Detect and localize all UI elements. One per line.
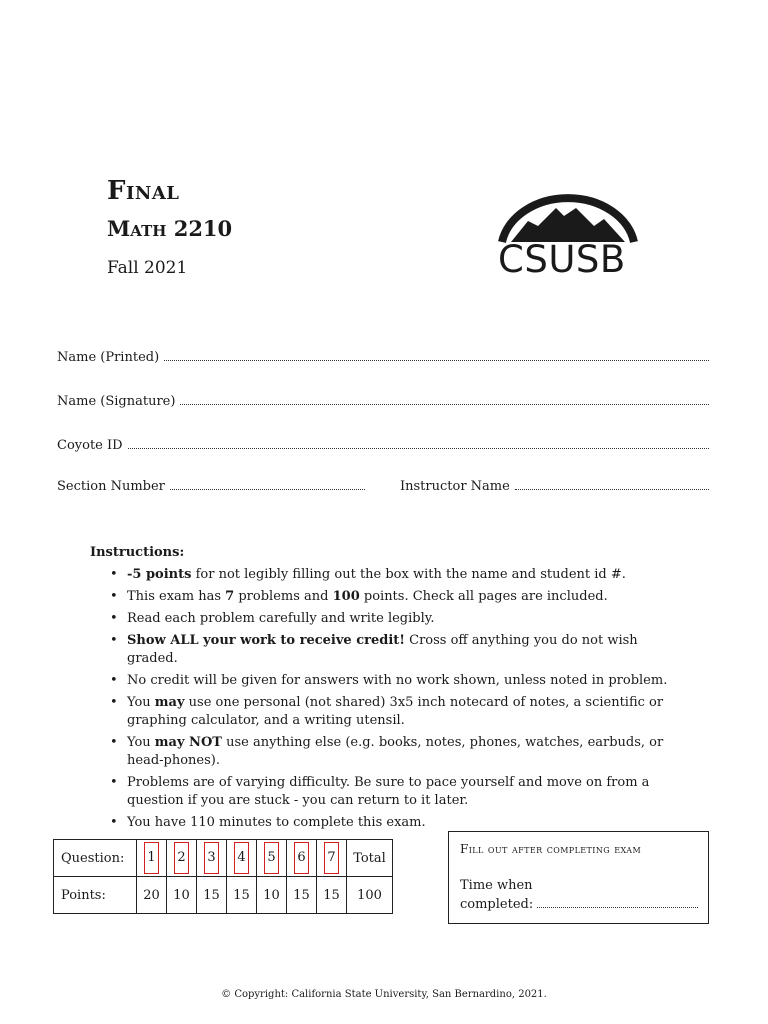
instructor-name-field[interactable] — [400, 477, 709, 494]
points-cell: 15 — [287, 877, 317, 914]
name-printed-field[interactable] — [57, 348, 709, 365]
points-cell: 10 — [257, 877, 287, 914]
instruction-item: • No credit will be given for answers with no work shown, unless noted in problem. — [108, 672, 688, 690]
instructor-name-label: Instructor Name — [400, 479, 510, 494]
points-cell: 15 — [197, 877, 227, 914]
question-number: 4 — [234, 842, 248, 874]
total-points: 100 — [347, 877, 393, 914]
name-printed-label: Name (Printed) — [57, 350, 160, 365]
instructions-list — [108, 566, 688, 836]
question-number: 3 — [204, 842, 218, 874]
question-row — [54, 840, 393, 877]
instruction-item: • Show ALL your work to receive credit! Cross off anything you do not wish graded. — [108, 632, 688, 668]
question-cell — [137, 840, 167, 877]
instruction-item: • This exam has 7 problems and 100 points. Check all pages are included. — [108, 588, 688, 606]
coyote-id-label: Coyote ID — [57, 438, 123, 453]
points-cell: 10 — [167, 877, 197, 914]
completed-time-line[interactable] — [537, 896, 698, 908]
question-cell — [197, 840, 227, 877]
time-label: Time when — [460, 878, 533, 893]
name-signature-field[interactable] — [57, 392, 709, 409]
question-cell — [257, 840, 287, 877]
instruction-item: • Read each problem carefully and write legibly. — [108, 610, 688, 628]
completion-box — [448, 831, 709, 924]
exam-title: Final — [107, 176, 180, 206]
instructions-heading: Instructions: — [90, 545, 185, 560]
name-printed-line[interactable] — [164, 348, 709, 361]
completion-box-title: Fill out after completing exam — [460, 842, 642, 856]
points-cell: 15 — [317, 877, 347, 914]
logo-wordmark: CSUSB — [498, 238, 626, 281]
section-number-field[interactable] — [57, 477, 365, 494]
question-cell — [317, 840, 347, 877]
score-table — [53, 839, 393, 914]
question-number: 7 — [324, 842, 338, 874]
question-cell — [167, 840, 197, 877]
points-cell: 15 — [227, 877, 257, 914]
name-signature-label: Name (Signature) — [57, 394, 176, 409]
section-number-line[interactable] — [170, 477, 365, 490]
completed-time-field[interactable] — [460, 896, 698, 912]
csusb-logo — [498, 186, 640, 286]
copyright-footer: © Copyright: California State University, San Bernardino, 2021. — [221, 989, 547, 1000]
coyote-id-line[interactable] — [128, 436, 709, 449]
points-label: Points: — [54, 877, 137, 914]
section-number-label: Section Number — [57, 479, 165, 494]
question-number: 6 — [294, 842, 308, 874]
instructor-name-line[interactable] — [515, 477, 709, 490]
term: Fall 2021 — [107, 258, 188, 278]
question-number: 1 — [144, 842, 158, 874]
question-cell — [287, 840, 317, 877]
instruction-item: • You may NOT use anything else (e.g. books, notes, phones, watches, earbuds, or head-phones). — [108, 734, 688, 770]
points-cell: 20 — [137, 877, 167, 914]
name-signature-line[interactable] — [180, 392, 709, 405]
instruction-item: • You have 110 minutes to complete this exam. — [108, 814, 688, 832]
instruction-item: • Problems are of varying difficulty. Be sure to pace yourself and move on from a question if you are stuck - you can return to it later. — [108, 774, 688, 810]
points-row — [54, 877, 393, 914]
question-number: 5 — [264, 842, 278, 874]
question-label: Question: — [54, 840, 137, 877]
coyote-id-field[interactable] — [57, 436, 709, 453]
instruction-item: • You may use one personal (not shared) 3x5 inch notecard of notes, a scientific or graphing calculator, and a writing utensil. — [108, 694, 688, 730]
question-cell — [227, 840, 257, 877]
completed-label: completed: — [460, 897, 534, 912]
mountain-arch-icon — [498, 186, 640, 246]
question-number: 2 — [174, 842, 188, 874]
instruction-item: • -5 points for not legibly filling out the box with the name and student id #. — [108, 566, 688, 584]
course-name: Math 2210 — [107, 216, 233, 241]
section-instructor-row — [57, 477, 709, 494]
total-label: Total — [347, 840, 393, 877]
